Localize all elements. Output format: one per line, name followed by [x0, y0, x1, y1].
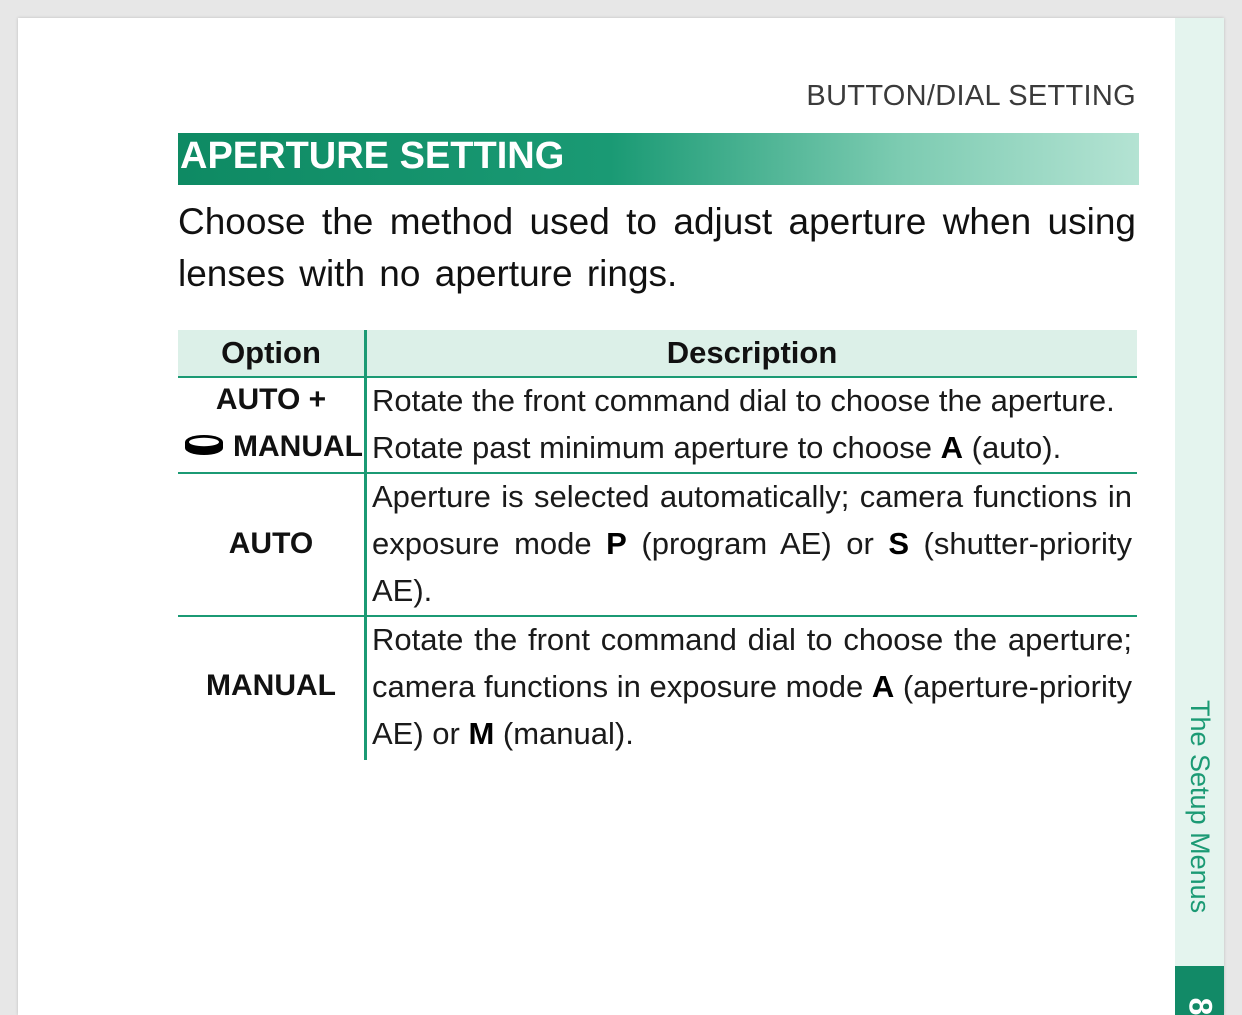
description-text: (manual). — [494, 716, 634, 751]
table-row-description — [372, 473, 1132, 614]
mode-letter: A — [940, 430, 964, 465]
table-row-description — [372, 616, 1132, 757]
command-dial-icon — [183, 428, 225, 468]
section-title: APERTURE SETTING — [180, 135, 565, 177]
side-tab-label: The Setup Menus — [1185, 700, 1215, 914]
table-row-option — [178, 380, 364, 420]
mode-letter: A — [871, 669, 895, 704]
description-text: Rotate the front command dial to choose the aperture; camera functions in exposure mode — [372, 622, 1132, 704]
mode-letter: M — [468, 716, 495, 751]
description-text: (auto). — [963, 430, 1062, 465]
description-text: (aperture-priority AE) or — [372, 669, 1132, 751]
page-number — [1175, 966, 1224, 1015]
table-row-option — [180, 427, 366, 468]
column-divider — [364, 330, 367, 760]
option-label-line1: AUTO + — [215, 383, 327, 416]
running-head: BUTTON/DIAL SETTING — [806, 80, 1136, 112]
table-row-option: MANUAL — [206, 669, 336, 702]
description-text: Aperture is selected automatically; camera functions in exposure mode — [372, 479, 1132, 561]
header-option: Option — [221, 335, 321, 370]
page-number-text: 8 — [1181, 997, 1218, 1015]
description-text: (program AE) or — [626, 526, 889, 561]
table-row-option: AUTO — [228, 527, 314, 560]
description-text: (shutter-priority AE). — [372, 526, 1132, 608]
description-line — [372, 424, 1132, 471]
intro-paragraph: Choose the method used to adjust aperture when using lenses with no aperture rings. — [178, 201, 1136, 294]
table-row-description — [372, 377, 1132, 471]
mode-letter: S — [888, 526, 910, 561]
description-line: Rotate the front command dial to choose the aperture. — [372, 383, 1115, 418]
mode-letter: P — [606, 526, 627, 561]
description-text: Rotate past minimum aperture to choose — [372, 430, 941, 465]
header-description: Description — [666, 335, 838, 370]
option-label-line2: MANUAL — [233, 430, 363, 463]
